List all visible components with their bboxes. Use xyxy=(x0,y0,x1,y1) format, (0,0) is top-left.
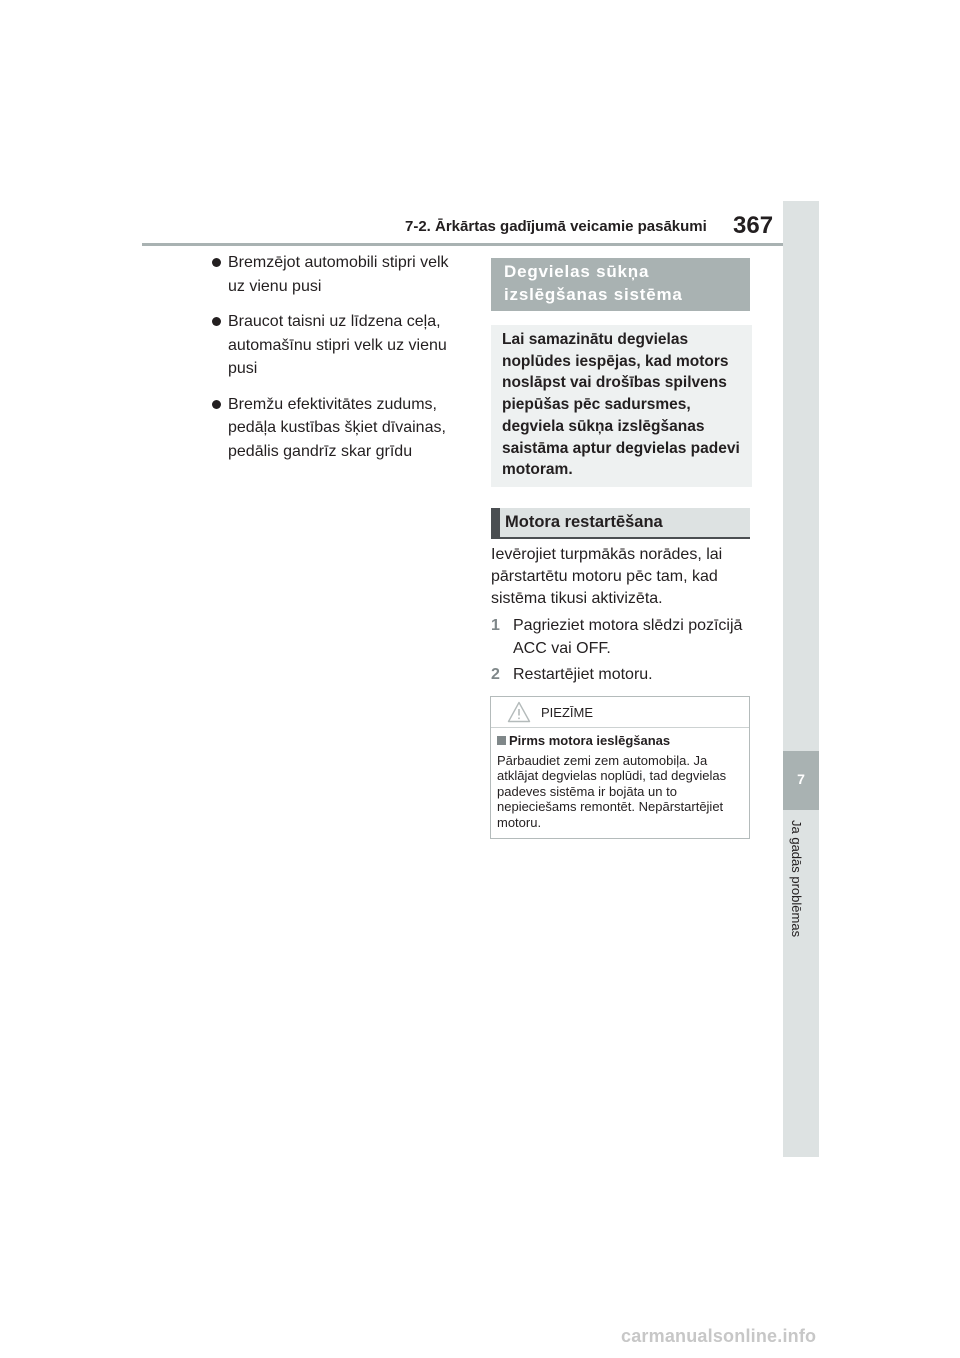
restart-heading: Motora restartēšana xyxy=(491,508,750,539)
bullet-icon xyxy=(212,400,221,409)
step-number: 1 xyxy=(491,617,500,634)
note-text: Pārbaudiet zemi zem automobiļa. Ja atklājat degvielas noplūdi, tad degvielas padeves sistēma ir bojāta un to nepieciešams remontēt. Nepārstartējiet motoru. xyxy=(497,753,727,830)
side-tab-label: Ja gadās problēmas xyxy=(789,820,804,938)
square-bullet-icon xyxy=(497,736,506,745)
header-rule xyxy=(142,243,783,246)
note-header xyxy=(491,697,749,728)
warning-icon xyxy=(507,701,531,723)
step-item xyxy=(491,663,753,686)
step-item xyxy=(491,614,753,660)
side-tab xyxy=(783,201,819,1157)
note-subheading-text: Pirms motora ieslēgšanas xyxy=(509,733,671,748)
fuel-pump-body: Lai samazinātu degvielas noplūdes iespējas, kad motors noslāpst vai drošības spilvens piepūšas pēc sadursmes, degviela sūkņa izslēgšanas saistāma aptur degvielas padevi motoram. xyxy=(491,325,752,487)
bullet-text: Bremzējot automobili stipri velk uz vienu pusi xyxy=(228,254,449,295)
note-subheading xyxy=(491,728,749,749)
restart-intro: Ievērojiet turpmākās norādes, lai pārstartētu motoru pēc tam, kad sistēma tikusi aktivizēta. xyxy=(491,546,723,607)
bullet-icon xyxy=(212,258,221,267)
fuel-pump-heading: Degvielas sūkņa izslēgšanas sistēma xyxy=(491,258,750,311)
step-text: Pagrieziet motora slēdzi pozīcijā ACC vai OFF. xyxy=(513,617,743,657)
chapter-number: 7 xyxy=(797,771,805,787)
note-box xyxy=(490,696,750,839)
bullet-text: Braucot taisni uz līdzena ceļa, automašīnu stipri velk uz vienu pusi xyxy=(228,313,447,377)
step-number: 2 xyxy=(491,666,500,683)
step-text: Restartējiet motoru. xyxy=(513,666,653,683)
left-column xyxy=(207,251,457,475)
note-title: PIEZĪME xyxy=(541,705,594,720)
header-title: 7-2. Ārkārtas gadījumā veicamie pasākumi xyxy=(405,218,707,235)
bullet-item xyxy=(207,251,457,298)
bullet-text: Bremžu efektivitātes zudums, pedāļa kustības šķiet dīvainas, pedālis gandrīz skar grīdu xyxy=(228,395,446,460)
bullet-icon xyxy=(212,317,221,326)
bullet-item xyxy=(207,310,457,381)
bullet-item xyxy=(207,393,457,464)
footer-watermark: carmanualsonline.info xyxy=(621,1326,817,1346)
page-number: 367 xyxy=(733,212,774,239)
